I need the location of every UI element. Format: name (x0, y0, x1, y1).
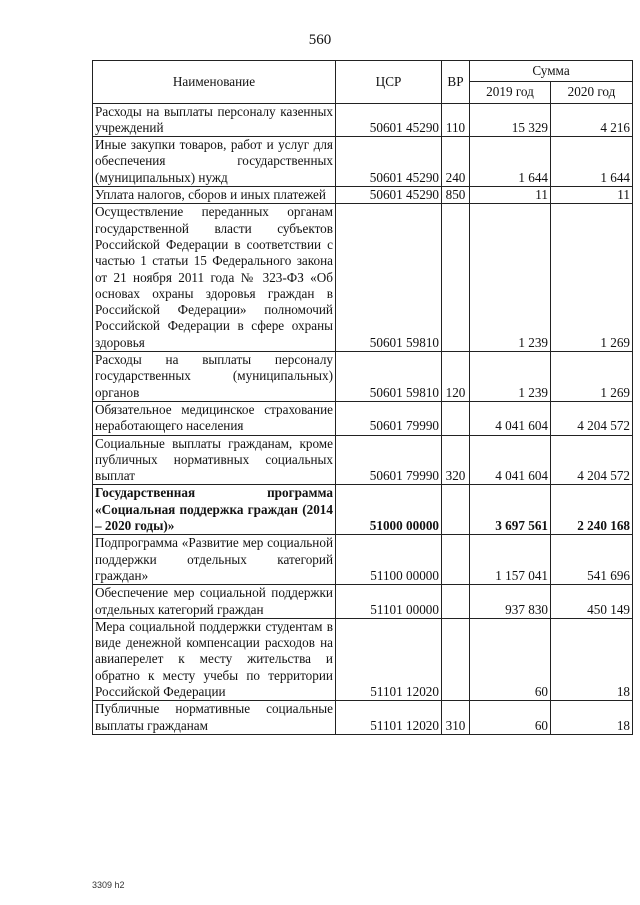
table-row (93, 618, 633, 700)
table-row (93, 137, 633, 187)
row-sum-2019: 937 830 (470, 585, 551, 619)
row-csr: 51000 00000 (336, 485, 442, 535)
row-vr (442, 618, 470, 700)
row-vr (442, 204, 470, 352)
row-sum-2019: 4 041 604 (470, 401, 551, 435)
table-row (93, 485, 633, 535)
footer-code: 3309 h2 (92, 880, 125, 890)
table-row (93, 187, 633, 204)
row-vr: 120 (442, 352, 470, 402)
row-csr: 51101 00000 (336, 585, 442, 619)
row-name: Обеспечение мер социальной поддержки отдельных категорий граждан (93, 585, 336, 619)
row-sum-2020: 4 216 (551, 103, 633, 137)
row-name: Уплата налогов, сборов и иных платежей (93, 187, 336, 204)
row-csr: 50601 45290 (336, 137, 442, 187)
row-sum-2020: 4 204 572 (551, 435, 633, 485)
row-sum-2020: 450 149 (551, 585, 633, 619)
row-vr: 320 (442, 435, 470, 485)
row-sum-2019: 60 (470, 618, 551, 700)
row-sum-2020: 18 (551, 618, 633, 700)
row-name: Расходы на выплаты персоналу государственных (муниципальных) органов (93, 352, 336, 402)
row-csr: 50601 45290 (336, 103, 442, 137)
row-name: Государственная программа «Социальная поддержка граждан (2014 – 2020 годы)» (93, 485, 336, 535)
row-sum-2019: 3 697 561 (470, 485, 551, 535)
table-body (93, 103, 633, 734)
table-row (93, 204, 633, 352)
row-sum-2019: 11 (470, 187, 551, 204)
header-year-2019: 2019 год (470, 82, 551, 103)
row-csr: 50601 59810 (336, 204, 442, 352)
row-csr: 51101 12020 (336, 701, 442, 735)
row-sum-2019: 60 (470, 701, 551, 735)
table-row (93, 352, 633, 402)
row-vr: 850 (442, 187, 470, 204)
header-name: Наименование (93, 61, 336, 104)
row-csr: 50601 45290 (336, 187, 442, 204)
row-name: Расходы на выплаты персоналу казенных учреждений (93, 103, 336, 137)
row-vr (442, 485, 470, 535)
table-row (93, 401, 633, 435)
table-row (93, 585, 633, 619)
row-sum-2020: 541 696 (551, 535, 633, 585)
header-sum: Сумма (470, 61, 633, 82)
row-name: Иные закупки товаров, работ и услуг для обеспечения государственных (муниципальных) нужд (93, 137, 336, 187)
row-csr: 51100 00000 (336, 535, 442, 585)
row-vr (442, 535, 470, 585)
row-name: Мера социальной поддержки студентам в виде денежной компенсации расходов на авиаперелет к месту жительства и обратно к месту учебы по территории Российской Федерации (93, 618, 336, 700)
row-sum-2019: 15 329 (470, 103, 551, 137)
header-year-2020: 2020 год (551, 82, 633, 103)
row-vr (442, 585, 470, 619)
row-vr (442, 401, 470, 435)
table-row (93, 435, 633, 485)
row-csr: 50601 59810 (336, 352, 442, 402)
header-csr: ЦСР (336, 61, 442, 104)
row-csr: 50601 79990 (336, 435, 442, 485)
row-sum-2020: 4 204 572 (551, 401, 633, 435)
row-name: Обязательное медицинское страхование неработающего населения (93, 401, 336, 435)
row-sum-2020: 1 644 (551, 137, 633, 187)
row-name: Подпрограмма «Развитие мер социальной поддержки отдельных категорий граждан» (93, 535, 336, 585)
row-sum-2020: 1 269 (551, 204, 633, 352)
table-row (93, 701, 633, 735)
budget-table (92, 60, 633, 735)
row-name: Публичные нормативные социальные выплаты гражданам (93, 701, 336, 735)
row-vr: 240 (442, 137, 470, 187)
row-sum-2019: 1 644 (470, 137, 551, 187)
row-sum-2019: 1 157 041 (470, 535, 551, 585)
row-sum-2020: 11 (551, 187, 633, 204)
row-csr: 50601 79990 (336, 401, 442, 435)
row-sum-2019: 1 239 (470, 204, 551, 352)
header-vr: ВР (442, 61, 470, 104)
row-csr: 51101 12020 (336, 618, 442, 700)
row-name: Осуществление переданных органам государственной власти субъектов Российской Федерации в соответствии с частью 1 статьи 15 Федерального закона от 21 ноября 2011 года № 323-ФЗ «Об основах охраны здоровья граждан в Российской Федерации» полномочий Российской Федерации в сфере охраны здоровья (93, 204, 336, 352)
row-vr: 110 (442, 103, 470, 137)
row-sum-2020: 2 240 168 (551, 485, 633, 535)
row-sum-2020: 18 (551, 701, 633, 735)
page-number: 560 (308, 32, 332, 48)
row-vr: 310 (442, 701, 470, 735)
row-sum-2020: 1 269 (551, 352, 633, 402)
row-sum-2019: 1 239 (470, 352, 551, 402)
table-row (93, 103, 633, 137)
row-sum-2019: 4 041 604 (470, 435, 551, 485)
table-row (93, 535, 633, 585)
row-name: Социальные выплаты гражданам, кроме публичных нормативных социальных выплат (93, 435, 336, 485)
